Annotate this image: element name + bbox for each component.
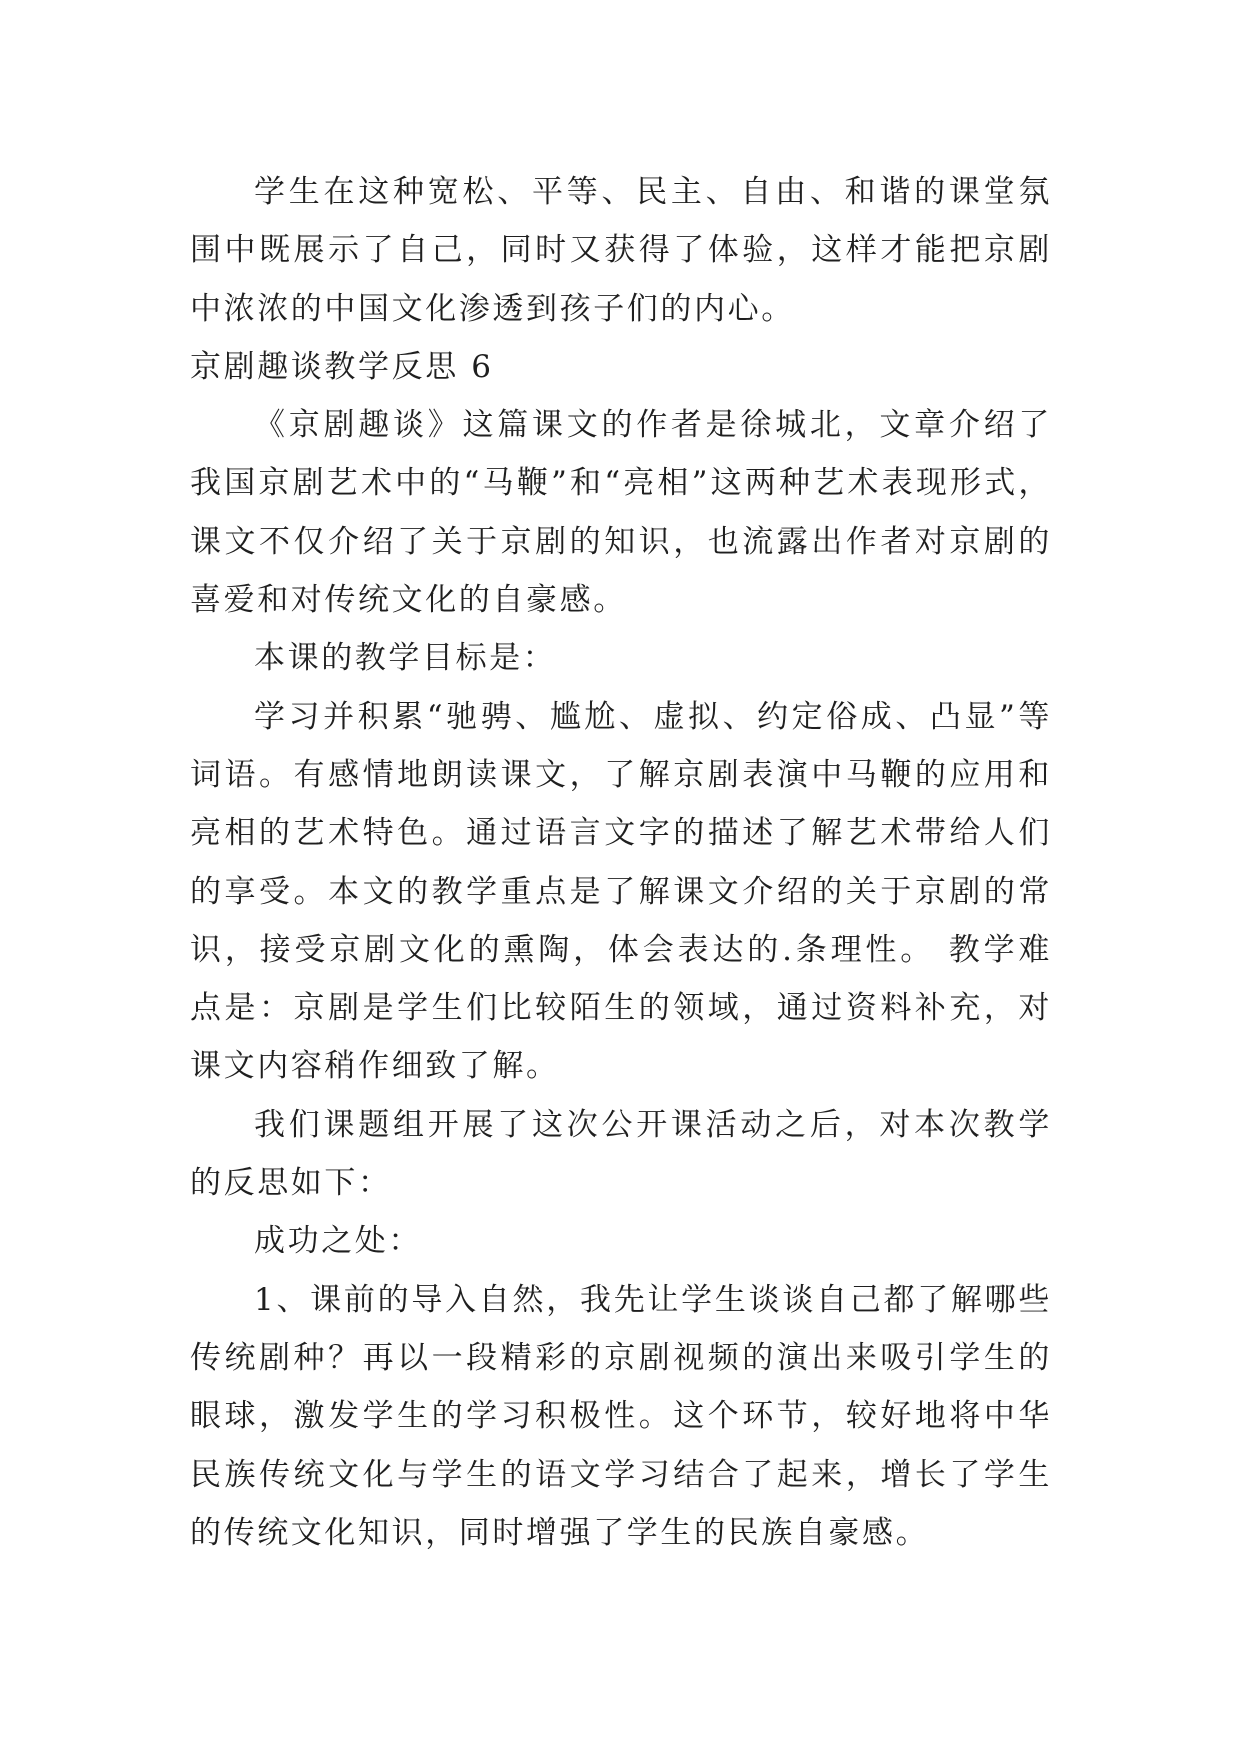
paragraph-point-1: 1、课前的导入自然，我先让学生谈谈自己都了解哪些传统剧种？再以一段精彩的京剧视频的演出来吸引学生的眼球，激发学生的学习积极性。这个环节，较好地将中华民族传统文化与学生的语文学习结合了起来，增长了学生的传统文化知识，同时增强了学生的民族自豪感。	[190, 1281, 1052, 1551]
document-body	[190, 163, 1052, 1562]
paragraph-reflection-lead: 我们课题组开展了这次公开课活动之后，对本次教学的反思如下：	[190, 1106, 1052, 1202]
paragraph-goals-label: 本课的教学目标是：	[254, 640, 557, 677]
paragraph-intro: 《京剧趣谈》这篇课文的作者是徐城北，文章介绍了我国京剧艺术中的“马鞭”和“亮相”这两种艺术表现形式，课文不仅介绍了关于京剧的知识，也流露出作者对京剧的喜爱和对传统文化的自豪感。	[190, 407, 1052, 619]
paragraph-success-label: 成功之处：	[254, 1223, 422, 1260]
paragraph-closing-remark: 学生在这种宽松、平等、民主、自由、和谐的课堂氛围中既展示了自己，同时又获得了体验，这样才能把京剧中浓浓的中国文化渗透到孩子们的内心。	[190, 174, 1052, 327]
paragraph-goals: 学习并积累“驰骋、尴尬、虚拟、约定俗成、凸显”等词语。有感情地朗读课文，了解京剧表演中马鞭的应用和亮相的艺术特色。通过语言文字的描述了解艺术带给人们的享受。本文的教学重点是了解课文介绍的关于京剧的常识，接受京剧文化的熏陶，体会表达的.条理性。 教学难点是：京剧是学生们比较陌生的领域，通过资料补充，对课文内容稍作细致了解。	[190, 698, 1052, 1085]
section-heading: 京剧趣谈教学反思 6	[190, 348, 494, 385]
